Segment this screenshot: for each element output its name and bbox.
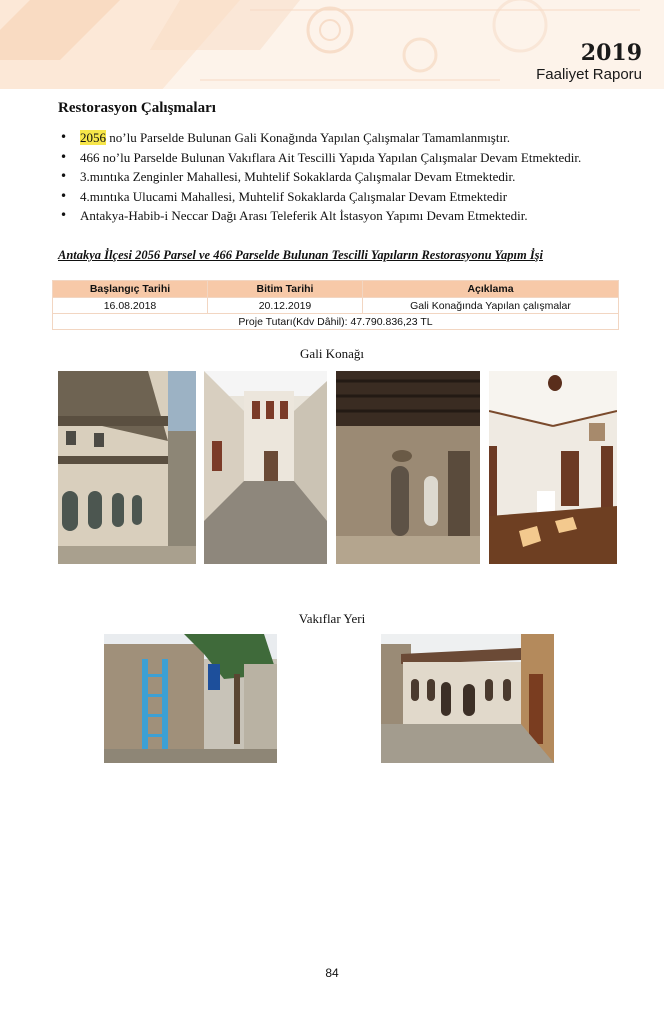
section-title: Restorasyon Çalışmaları — [58, 100, 216, 116]
project-title: Antakya İlçesi 2056 Parsel ve 466 Parselde Bulunan Tescilli Yapıların Restorasyonu Yapım İşi — [58, 248, 544, 262]
project-total-cell: Proje Tutarı(Kdv Dâhil): 47.790.836,23 TL — [53, 314, 619, 330]
page-header — [0, 0, 664, 92]
report-year: 2019 — [580, 40, 642, 66]
page-number: 84 — [325, 966, 339, 980]
table-row — [53, 298, 619, 314]
column-header-description: Açıklama — [363, 281, 619, 298]
table-total-row — [53, 314, 619, 330]
start-date-cell: 16.08.2018 — [53, 298, 208, 314]
photo-gali-konagi-facade — [58, 371, 196, 564]
list-item — [58, 128, 638, 148]
work-status-list — [58, 128, 638, 226]
gallery-caption-vakiflar-yeri: Vakıflar Yeri — [298, 611, 366, 626]
list-item-text: Antakya-Habib-i Neccar Dağı Arası Teleferik Alt İstasyon Yapımı Devam Etmektedir. — [80, 208, 528, 223]
report-title: Faaliyet Raporu — [536, 66, 642, 83]
list-item-text: 3.mıntıka Zenginler Mahallesi, Muhtelif Sokaklarda Çalışmalar Devam Etmektedir. — [80, 169, 516, 184]
photo-gali-konagi-courtyard — [204, 371, 327, 564]
photo-vakiflar-courtyard — [381, 634, 554, 763]
column-header-end-date: Bitim Tarihi — [208, 281, 363, 298]
table-header-row — [53, 281, 619, 298]
column-header-start-date: Başlangıç Tarihi — [53, 281, 208, 298]
photo-vakiflar-scaffolding — [104, 634, 277, 763]
list-item — [58, 206, 638, 226]
list-item — [58, 167, 638, 187]
photo-gali-konagi-room — [489, 371, 617, 564]
project-info-table — [52, 280, 619, 330]
description-cell: Gali Konağında Yapılan çalışmalar — [363, 298, 619, 314]
list-item-text: no’lu Parselde Bulunan Gali Konağında Yapılan Çalışmalar Tamamlanmıştır. — [106, 130, 510, 145]
list-item — [58, 187, 638, 207]
list-item — [58, 148, 638, 168]
highlighted-parcel-number: 2056 — [80, 130, 106, 145]
gallery-caption-gali-konagi: Gali Konağı — [300, 346, 364, 361]
list-item-text: 4.mıntıka Ulucami Mahallesi, Muhtelif Sokaklarda Çalışmalar Devam Etmektedir — [80, 188, 508, 204]
end-date-cell: 20.12.2019 — [208, 298, 363, 314]
list-item-text: 466 no’lu Parselde Bulunan Vakıflara Ait Tescilli Yapıda Yapılan Çalışmalar Devam Etmektedir. — [80, 149, 582, 165]
photo-gali-konagi-interior-wall — [336, 371, 480, 564]
